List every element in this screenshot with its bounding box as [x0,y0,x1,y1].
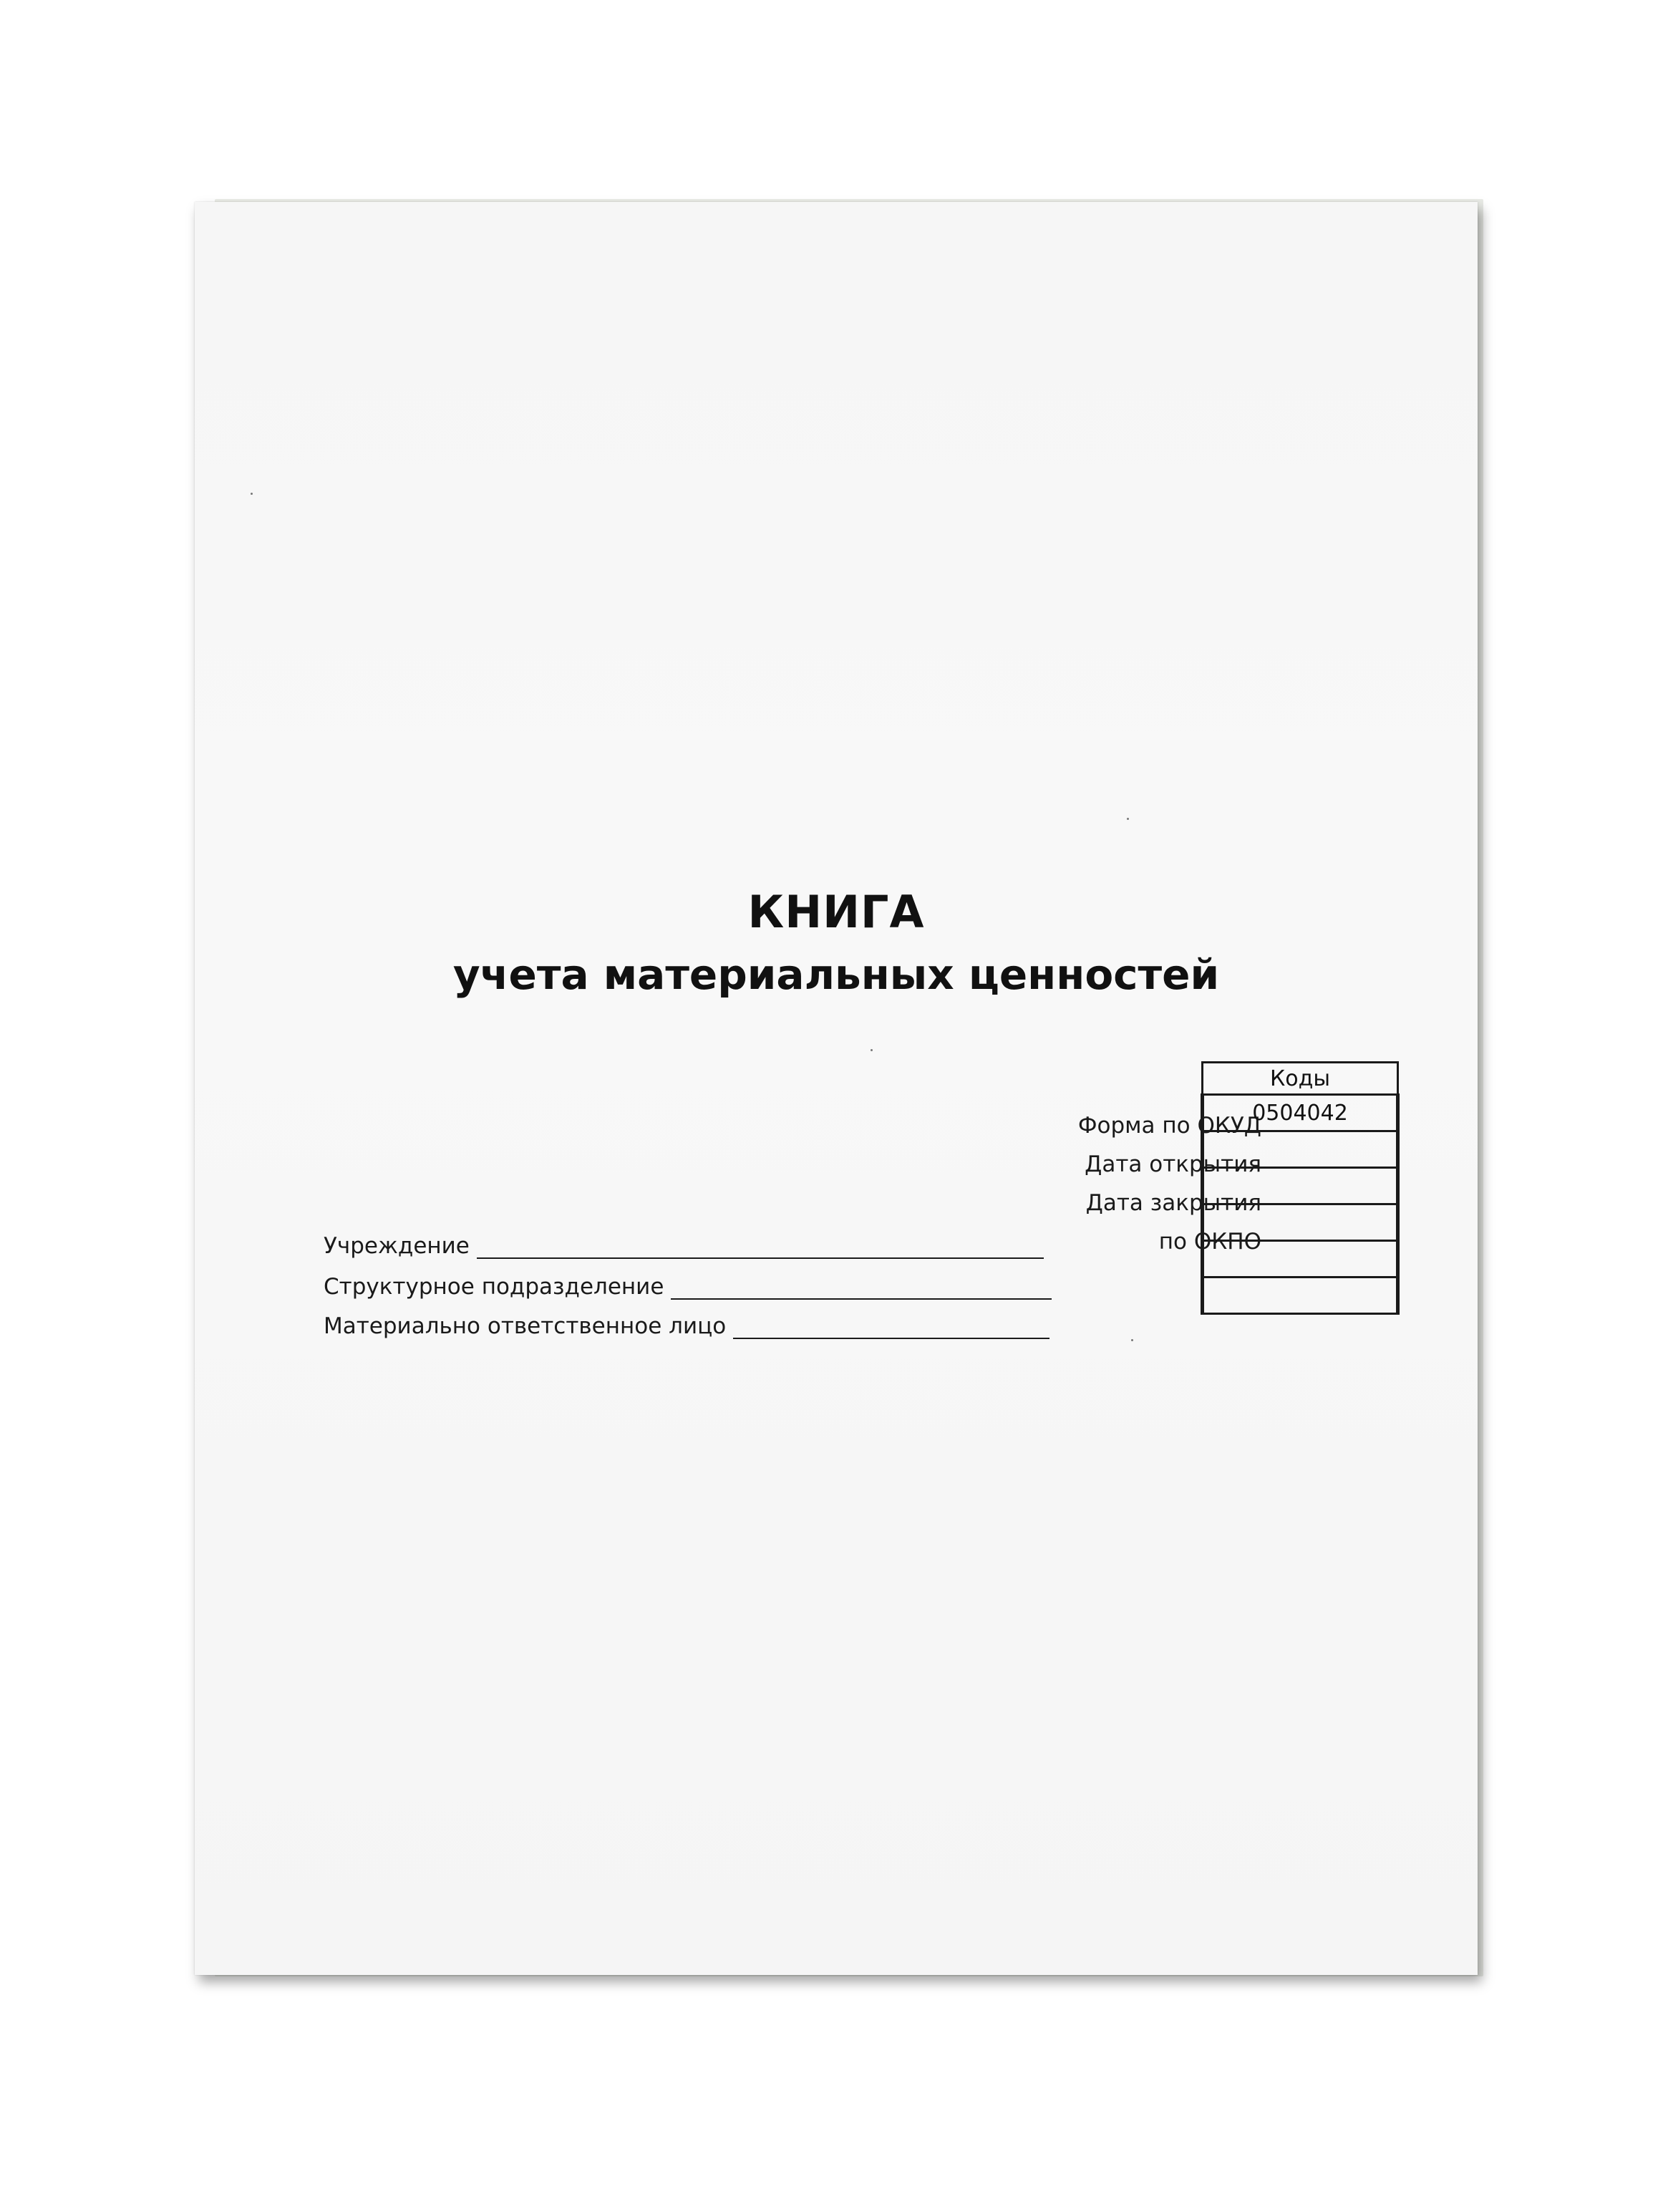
blank-code-cell [1203,1241,1398,1278]
okpo-label: по ОКПО [1158,1229,1261,1255]
institution-underline [477,1237,1044,1259]
division-underline [671,1278,1052,1300]
okud-label: Форма по ОКУД [1077,1113,1261,1139]
paper-speck [1127,818,1129,820]
okpo-code-cell [1203,1204,1398,1241]
paper-speck [251,493,253,495]
institution-label: Учреждение [324,1233,470,1259]
cover-subtitle: учета материальных ценностей [452,950,1220,999]
okud-code-cell: 0504042 [1203,1095,1398,1131]
responsible-person-field [324,1313,1049,1339]
blank-code-cell [1203,1278,1398,1314]
open-date-label: Дата открытия [1085,1151,1261,1177]
book-cover [195,202,1478,1975]
paper-speck [1131,1339,1133,1341]
responsible-person-underline [733,1318,1049,1339]
institution-field [324,1233,1044,1259]
close-date-label: Дата закрытия [1085,1190,1261,1216]
open-date-cell [1203,1131,1398,1168]
codes-table [1201,1061,1400,1315]
cover-title: КНИГА [747,886,925,938]
codes-header: Коды [1203,1063,1398,1095]
division-field [324,1274,1052,1300]
division-label: Структурное подразделение [324,1274,664,1300]
close-date-cell [1203,1168,1398,1204]
responsible-person-label: Материально ответственное лицо [324,1313,727,1339]
paper-speck [871,1049,873,1051]
